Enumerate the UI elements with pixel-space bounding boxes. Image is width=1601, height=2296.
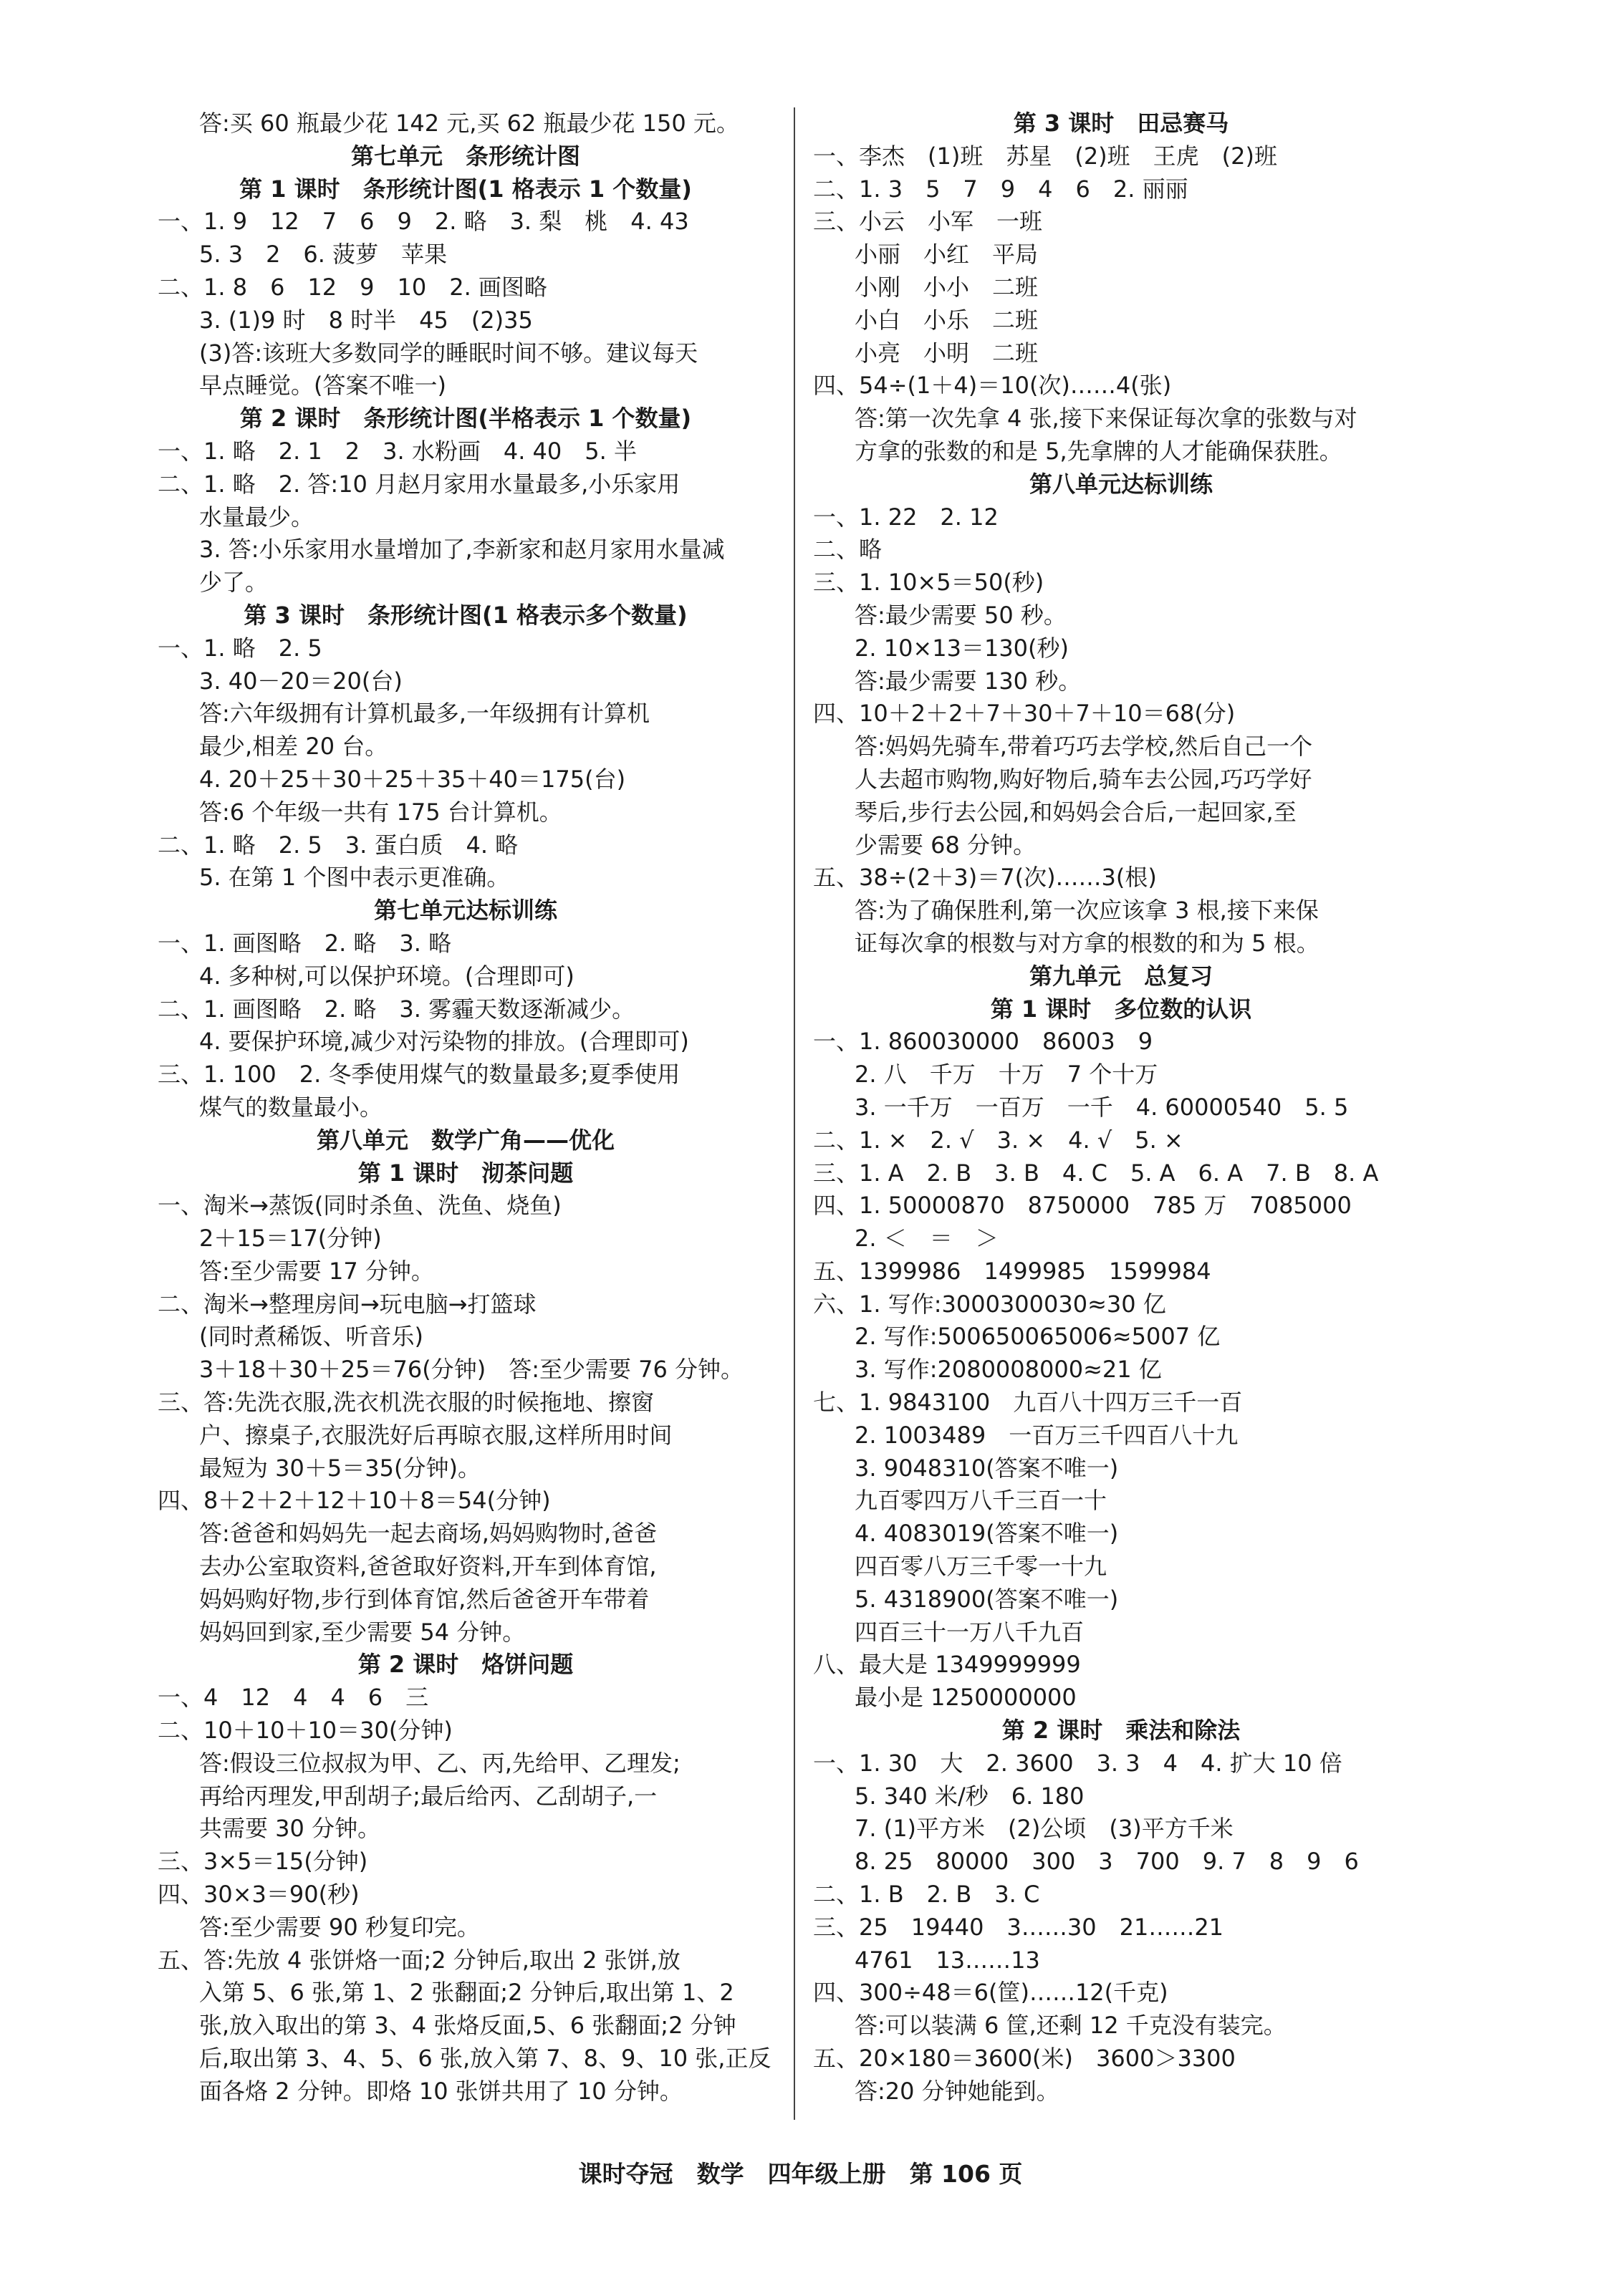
answer-line: 二、1. B 2. B 3. C xyxy=(813,1881,1040,1909)
page-footer: 课时夺冠 数学 四年级上册 第 106 页 xyxy=(578,2160,1023,2188)
answer-line: 二、1. 略 2. 5 3. 蛋白质 4. 略 xyxy=(158,831,519,859)
answer-line: 八、最大是 1349999999 xyxy=(813,1651,1081,1679)
answer-line: 2. ＜ ＝ ＞ xyxy=(855,1225,999,1253)
answer-line: 二、1. × 2. √ 3. × 4. √ 5. × xyxy=(813,1126,1183,1154)
answer-line: 一、1. 22 2. 12 xyxy=(813,503,999,531)
answer-line: 少需要 68 分钟。 xyxy=(855,831,1037,859)
answer-line: 一、1. 略 2. 1 2 3. 水粉画 4. 40 5. 半 xyxy=(158,437,637,465)
answer-line: 张,放入取出的第 3、4 张烙反面,5、6 张翻面;2 分钟 xyxy=(199,2012,736,2040)
answer-line: 4. 多种树,可以保护环境。(合理即可) xyxy=(199,962,574,990)
answer-line: 答:最少需要 50 秒。 xyxy=(855,601,1067,629)
answer-line: 2. 写作:500650065006≈5007 亿 xyxy=(855,1323,1221,1351)
answer-line: 后,取出第 3、4、5、6 张,放入第 7、8、9、10 张,正反 xyxy=(199,2045,771,2073)
answer-line: 二、1. 8 6 12 9 10 2. 画图略 xyxy=(158,273,547,301)
section-heading: 第八单元 数学广角——优化 xyxy=(316,1126,615,1154)
answer-line: 四百三十一万八千九百 xyxy=(855,1618,1085,1646)
answer-line: 再给丙理发,甲刮胡子;最后给丙、乙刮胡子,一 xyxy=(199,1782,658,1810)
answer-line: 三、1. A 2. B 3. B 4. C 5. A 6. A 7. B 8. A xyxy=(813,1159,1379,1187)
answer-line: 面各烙 2 分钟。即烙 10 张饼共用了 10 分钟。 xyxy=(199,2077,683,2105)
answer-line: 四、1. 50000870 8750000 785 万 7085000 xyxy=(813,1192,1352,1220)
answer-line: 一、1. 略 2. 5 xyxy=(158,634,322,662)
answer-line: 答:6 个年级一共有 175 台计算机。 xyxy=(199,798,562,826)
answer-line: 5. 3 2 6. 菠萝 苹果 xyxy=(199,241,448,269)
answer-line: 答:买 60 瓶最少花 142 元,买 62 瓶最少花 150 元。 xyxy=(199,110,739,137)
answer-line: 最小是 1250000000 xyxy=(855,1684,1077,1712)
answer-line: 小亮 小明 二班 xyxy=(855,339,1039,367)
answer-line: 少了。 xyxy=(199,569,269,597)
answer-line: 3. 一千万 一百万 一千 4. 60000540 5. 5 xyxy=(855,1093,1349,1121)
answer-line: 答:妈妈先骑车,带着巧巧去学校,然后自己一个 xyxy=(855,733,1313,761)
section-heading: 第 1 课时 条形统计图(1 格表示 1 个数量) xyxy=(239,175,692,203)
answer-line: 三、1. 100 2. 冬季使用煤气的数量最多;夏季使用 xyxy=(158,1061,681,1089)
answer-line: 答:最少需要 130 秒。 xyxy=(855,667,1082,695)
section-heading: 第 2 课时 烙饼问题 xyxy=(357,1651,574,1679)
answer-line: 三、答:先洗衣服,洗衣机洗衣服的时候拖地、擦窗 xyxy=(158,1389,654,1417)
answer-line: 水量最少。 xyxy=(199,503,314,531)
answer-line: 5. 340 米/秒 6. 180 xyxy=(855,1782,1085,1810)
answer-line: 5. 在第 1 个图中表示更准确。 xyxy=(199,864,510,892)
section-heading: 第 1 课时 沏茶问题 xyxy=(357,1159,574,1187)
section-heading: 第 3 课时 田忌赛马 xyxy=(1013,110,1229,137)
section-heading: 第七单元 条形统计图 xyxy=(350,142,580,170)
answer-line: 二、10＋10＋10＝30(分钟) xyxy=(158,1717,453,1745)
answer-line: 答:六年级拥有计算机最多,一年级拥有计算机 xyxy=(199,700,650,728)
answer-line: 妈妈购好物,步行到体育馆,然后爸爸开车带着 xyxy=(199,1585,650,1613)
answer-line: 九百零四万八千三百一十 xyxy=(855,1487,1107,1515)
answer-line: 答:20 分钟她能到。 xyxy=(855,2077,1059,2105)
section-heading: 第 2 课时 条形统计图(半格表示 1 个数量) xyxy=(239,405,692,433)
answer-line: 三、25 19440 3……30 21……21 xyxy=(813,1913,1224,1941)
answer-line: 四、30×3＝90(秒) xyxy=(158,1881,360,1909)
answer-line: 答:至少需要 90 秒复印完。 xyxy=(199,1913,480,1941)
answer-line: 早点睡觉。(答案不唯一) xyxy=(199,372,446,400)
answer-line: 四、8＋2＋2＋12＋10＋8＝54(分钟) xyxy=(158,1487,551,1515)
answer-line: 六、1. 写作:3000300030≈30 亿 xyxy=(813,1290,1166,1318)
answer-line: 一、淘米→蒸饭(同时杀鱼、洗鱼、烧鱼) xyxy=(158,1192,562,1220)
answer-line: 户、擦桌子,衣服洗好后再晾衣服,这样所用时间 xyxy=(199,1421,673,1449)
answer-line: 七、1. 9843100 九百八十四万三千一百 xyxy=(813,1389,1243,1417)
answer-line: 8. 25 80000 300 3 700 9. 7 8 9 6 xyxy=(855,1848,1359,1876)
answer-line: 五、答:先放 4 张饼烙一面;2 分钟后,取出 2 张饼,放 xyxy=(158,1946,681,1974)
answer-line: 一、1. 画图略 2. 略 3. 略 xyxy=(158,929,452,957)
answer-line: 二、1. 画图略 2. 略 3. 雾霾天数逐渐减少。 xyxy=(158,995,635,1023)
answer-line: 3＋18＋30＋25＝76(分钟) 答:至少需要 76 分钟。 xyxy=(199,1356,744,1384)
answer-line: 答:第一次先拿 4 张,接下来保证每次拿的张数与对 xyxy=(855,405,1357,433)
answer-line: 一、4 12 4 4 6 三 xyxy=(158,1684,429,1712)
answer-line: 2＋15＝17(分钟) xyxy=(199,1225,382,1253)
answer-line: 4761 13……13 xyxy=(855,1946,1040,1974)
answer-line: 五、38÷(2＋3)＝7(次)……3(根) xyxy=(813,864,1157,892)
answer-line: 4. 20＋25＋30＋25＋35＋40＝175(台) xyxy=(199,765,626,793)
answer-line: 3. 写作:2080008000≈21 亿 xyxy=(855,1356,1162,1384)
answer-line: 2. 1003489 一百万三千四百八十九 xyxy=(855,1421,1239,1449)
answer-line: 2. 10×13＝130(秒) xyxy=(855,634,1069,662)
answer-line: 3. (1)9 时 8 时半 45 (2)35 xyxy=(199,306,533,334)
answer-line: 共需要 30 分钟。 xyxy=(199,1815,381,1843)
column-divider xyxy=(794,107,795,2120)
answer-line: 去办公室取资料,爸爸取好资料,开车到体育馆, xyxy=(199,1553,657,1581)
section-heading: 第 1 课时 多位数的认识 xyxy=(990,995,1252,1023)
answer-line: (3)答:该班大多数同学的睡眠时间不够。建议每天 xyxy=(199,339,698,367)
answer-line: 证每次拿的根数与对方拿的根数的和为 5 根。 xyxy=(855,929,1319,957)
answer-line: 小丽 小红 平局 xyxy=(855,241,1039,269)
answer-line: 三、3×5＝15(分钟) xyxy=(158,1848,368,1876)
answer-line: 煤气的数量最小。 xyxy=(199,1093,383,1121)
answer-line: 四、300÷48＝6(筐)……12(千克) xyxy=(813,1979,1168,2007)
right-column xyxy=(813,107,1429,2108)
answer-line: 3. 40－20＝20(台) xyxy=(199,667,403,695)
section-heading: 第 3 课时 条形统计图(1 格表示多个数量) xyxy=(244,601,688,629)
answer-line: 方拿的张数的和是 5,先拿牌的人才能确保获胜。 xyxy=(855,437,1342,465)
answer-line: (同时煮稀饭、听音乐) xyxy=(199,1323,423,1351)
answer-line: 四百零八万三千零一十九 xyxy=(855,1553,1107,1581)
answer-line: 答:假设三位叔叔为甲、乙、丙,先给甲、乙理发; xyxy=(199,1749,681,1777)
answer-line: 答:至少需要 17 分钟。 xyxy=(199,1257,434,1285)
answer-line: 小白 小乐 二班 xyxy=(855,306,1039,334)
answer-line: 二、淘米→整理房间→玩电脑→打篮球 xyxy=(158,1290,537,1318)
answer-line: 3. 9048310(答案不唯一) xyxy=(855,1454,1119,1482)
answer-line: 一、李杰 (1)班 苏星 (2)班 王虎 (2)班 xyxy=(813,142,1277,170)
answer-line: 人去超市购物,购好物后,骑车去公园,巧巧学好 xyxy=(855,765,1312,793)
answer-line: 二、略 xyxy=(813,536,883,564)
answer-line: 小刚 小小 二班 xyxy=(855,273,1039,301)
answer-line: 最短为 30＋5＝35(分钟)。 xyxy=(199,1454,481,1482)
answer-line: 二、1. 3 5 7 9 4 6 2. 丽丽 xyxy=(813,175,1188,203)
answer-line: 五、1399986 1499985 1599984 xyxy=(813,1257,1211,1285)
answer-line: 二、1. 略 2. 答:10 月赵月家用水量最多,小乐家用 xyxy=(158,470,681,498)
answer-line: 三、1. 10×5＝50(秒) xyxy=(813,569,1044,597)
answer-line: 四、10＋2＋2＋7＋30＋7＋10＝68(分) xyxy=(813,700,1236,728)
answer-line: 7. (1)平方米 (2)公顷 (3)平方千米 xyxy=(855,1815,1234,1843)
answer-line: 答:为了确保胜利,第一次应该拿 3 根,接下来保 xyxy=(855,897,1319,925)
answer-line: 答:可以装满 6 筐,还剩 12 千克没有装完。 xyxy=(855,2012,1287,2040)
section-heading: 第七单元达标训练 xyxy=(373,897,557,925)
answer-line: 五、20×180＝3600(米) 3600＞3300 xyxy=(813,2045,1236,2073)
section-heading: 第 2 课时 乘法和除法 xyxy=(1001,1717,1241,1745)
answer-line: 三、小云 小军 一班 xyxy=(813,208,1043,236)
answer-line: 一、1. 30 大 2. 3600 3. 3 4 4. 扩大 10 倍 xyxy=(813,1749,1342,1777)
answer-line: 答:爸爸和妈妈先一起去商场,妈妈购物时,爸爸 xyxy=(199,1520,658,1548)
answer-line: 一、1. 860030000 86003 9 xyxy=(813,1028,1153,1056)
answer-line: 妈妈回到家,至少需要 54 分钟。 xyxy=(199,1618,526,1646)
answer-line: 5. 4318900(答案不唯一) xyxy=(855,1585,1119,1613)
answer-line: 四、54÷(1＋4)＝10(次)……4(张) xyxy=(813,372,1172,400)
answer-line: 入第 5、6 张,第 1、2 张翻面;2 分钟后,取出第 1、2 xyxy=(199,1979,734,2007)
answer-line: 琴后,步行去公园,和妈妈会合后,一起回家,至 xyxy=(855,798,1297,826)
answer-line: 3. 答:小乐家用水量增加了,李新家和赵月家用水量减 xyxy=(199,536,725,564)
answer-line: 一、1. 9 12 7 6 9 2. 略 3. 梨 桃 4. 43 xyxy=(158,208,689,236)
left-column xyxy=(158,107,774,2108)
answer-line: 4. 要保护环境,减少对污染物的排放。(合理即可) xyxy=(199,1028,689,1056)
section-heading: 第八单元达标训练 xyxy=(1029,470,1213,498)
section-heading: 第九单元 总复习 xyxy=(1029,962,1213,990)
answer-line: 2. 八 千万 十万 7 个十万 xyxy=(855,1061,1158,1089)
answer-line: 最少,相差 20 台。 xyxy=(199,733,388,761)
answer-line: 4. 4083019(答案不唯一) xyxy=(855,1520,1119,1548)
